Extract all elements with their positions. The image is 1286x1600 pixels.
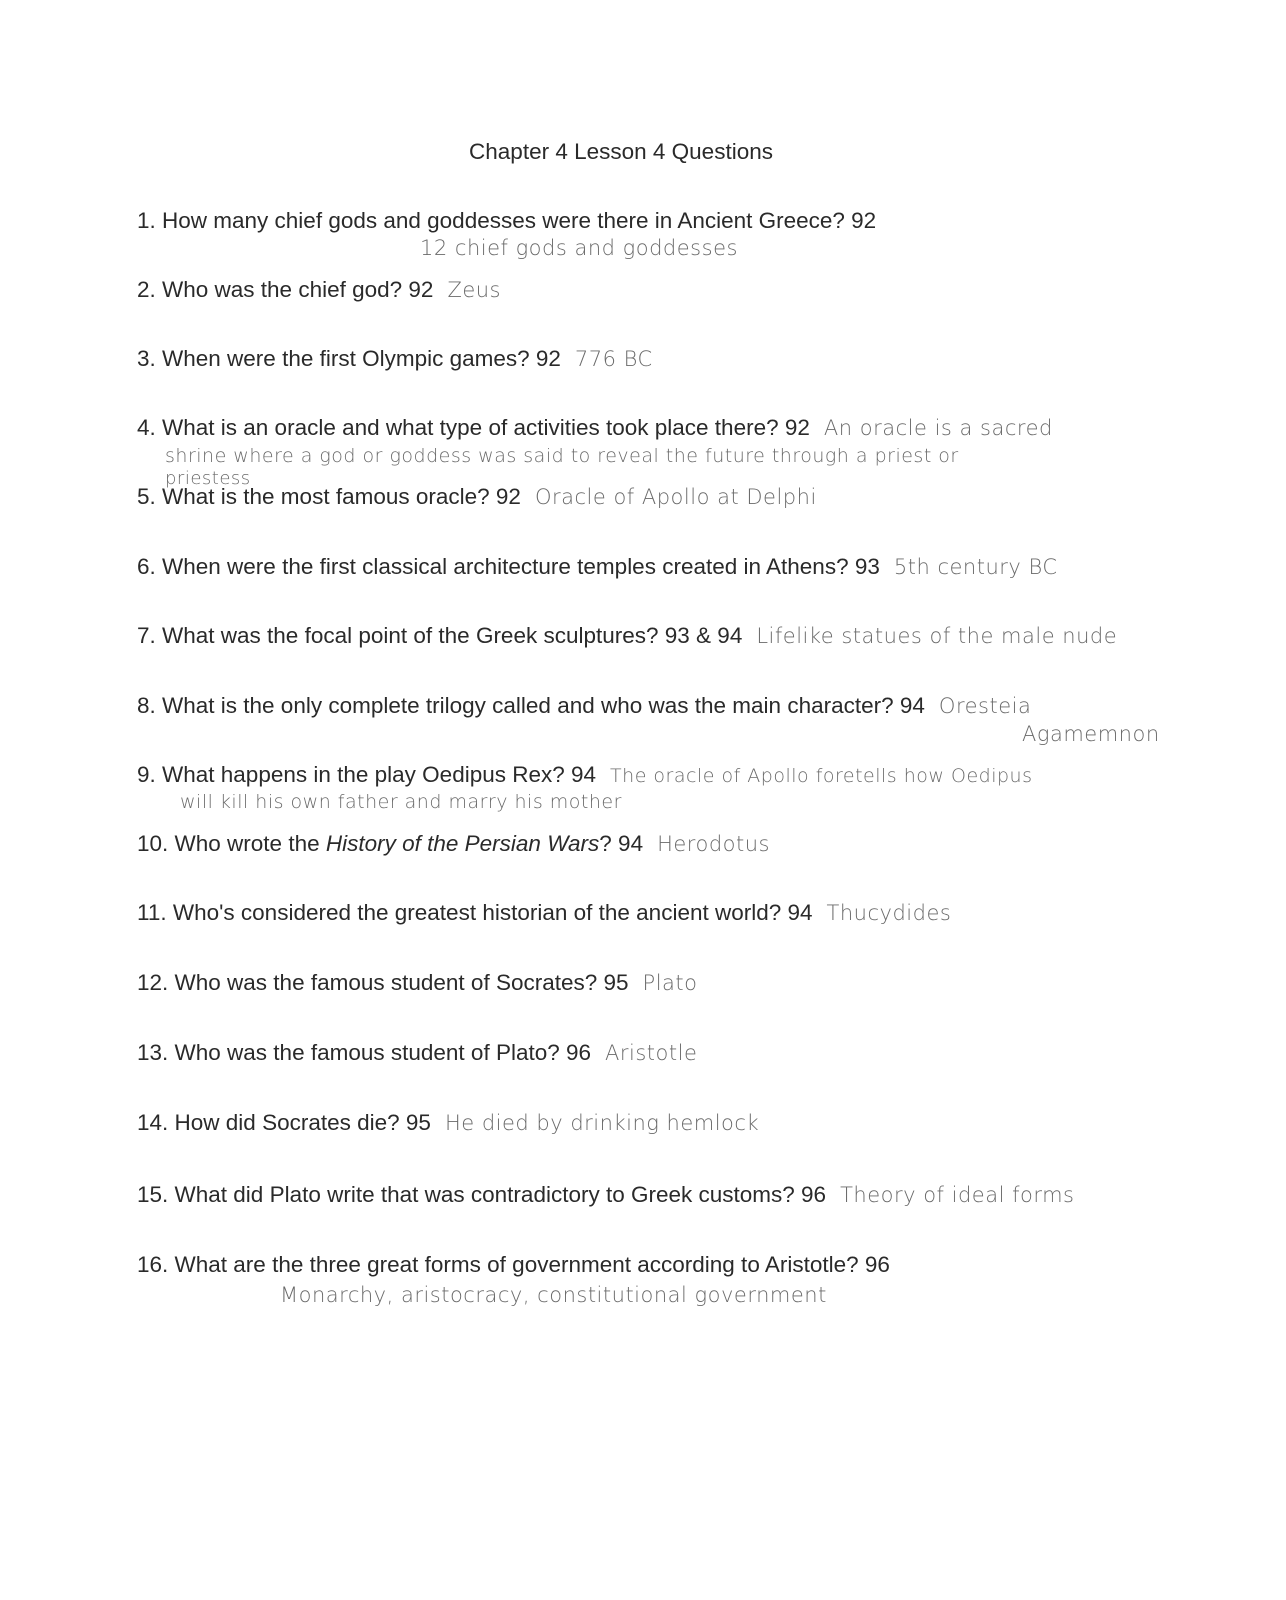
answer-4: An oracle is a sacred bbox=[823, 416, 1053, 440]
answer-12: Plato bbox=[642, 971, 698, 995]
question-text: 16. What are the three great forms of government according to Aristotle? 96 bbox=[137, 1252, 890, 1277]
question-15 bbox=[137, 1182, 1075, 1208]
answer-8-cont: Agamemnon bbox=[1022, 722, 1160, 746]
answer-4-cont: shrine where a god or goddess was said to reveal the future through a priest or bbox=[165, 445, 959, 467]
question-1 bbox=[137, 208, 876, 234]
answer-9-cont: will kill his own father and marry his mother bbox=[180, 791, 622, 813]
answer-13: Aristotle bbox=[605, 1041, 698, 1065]
question-text: 5. What is the most famous oracle? 92 bbox=[137, 484, 521, 509]
question-text: 14. How did Socrates die? 95 bbox=[137, 1110, 431, 1135]
answer-15: Theory of ideal forms bbox=[840, 1183, 1075, 1207]
question-6 bbox=[137, 554, 1058, 580]
answer-14: He died by drinking hemlock bbox=[444, 1111, 760, 1135]
question-14 bbox=[137, 1110, 759, 1136]
answer-9: The oracle of Apollo foretells how Oedipus bbox=[610, 765, 1033, 787]
question-11 bbox=[137, 900, 951, 926]
question-text: 9. What happens in the play Oedipus Rex? 94 bbox=[137, 762, 597, 787]
question-text: 6. When were the first classical architecture temples created in Athens? 93 bbox=[137, 554, 880, 579]
question-4 bbox=[137, 415, 1053, 441]
answer-3: 776 BC bbox=[574, 347, 653, 371]
answer-2: Zeus bbox=[447, 278, 501, 302]
answer-16: Monarchy, aristocracy, constitutional government bbox=[280, 1283, 827, 1307]
answer-6: 5th century BC bbox=[893, 555, 1058, 579]
question-2 bbox=[137, 277, 501, 303]
answer-8: Oresteia bbox=[938, 694, 1032, 718]
question-10 bbox=[137, 831, 770, 857]
answer-10: Herodotus bbox=[657, 832, 770, 856]
answer-7: Lifelike statues of the male nude bbox=[756, 624, 1118, 648]
question-text: 2. Who was the chief god? 92 bbox=[137, 277, 434, 302]
question-text: 8. What is the only complete trilogy called and who was the main character? 94 bbox=[137, 693, 925, 718]
question-5 bbox=[137, 484, 817, 510]
question-italic-title: History of the Persian Wars bbox=[325, 831, 600, 856]
answer-5: Oracle of Apollo at Delphi bbox=[534, 485, 817, 509]
question-text: 3. When were the first Olympic games? 92 bbox=[137, 346, 561, 371]
question-text: 10. Who wrote the bbox=[137, 831, 326, 856]
question-7 bbox=[137, 623, 1117, 649]
answer-4-cont: priestess bbox=[165, 468, 251, 489]
question-8 bbox=[137, 693, 1031, 719]
question-text: 7. What was the focal point of the Greek sculptures? 93 & 94 bbox=[137, 623, 743, 648]
question-3 bbox=[137, 346, 653, 372]
question-text: 13. Who was the famous student of Plato? 96 bbox=[137, 1040, 592, 1065]
question-13 bbox=[137, 1040, 697, 1066]
question-text: 15. What did Plato write that was contradictory to Greek customs? 96 bbox=[137, 1182, 827, 1207]
question-text: 4. What is an oracle and what type of activities took place there? 92 bbox=[137, 415, 810, 440]
question-12 bbox=[137, 970, 697, 996]
question-text: 11. Who's considered the greatest historian of the ancient world? 94 bbox=[137, 900, 813, 925]
question-16 bbox=[137, 1252, 890, 1278]
page-title: Chapter 4 Lesson 4 Questions bbox=[469, 139, 773, 164]
question-9 bbox=[137, 762, 1032, 789]
answer-1: 12 chief gods and goddesses bbox=[420, 236, 738, 260]
question-text: ? 94 bbox=[599, 831, 644, 856]
question-text: 1. How many chief gods and goddesses were there in Ancient Greece? 92 bbox=[137, 208, 877, 233]
question-text: 12. Who was the famous student of Socrates? 95 bbox=[137, 970, 629, 995]
answer-11: Thucydides bbox=[826, 901, 952, 925]
